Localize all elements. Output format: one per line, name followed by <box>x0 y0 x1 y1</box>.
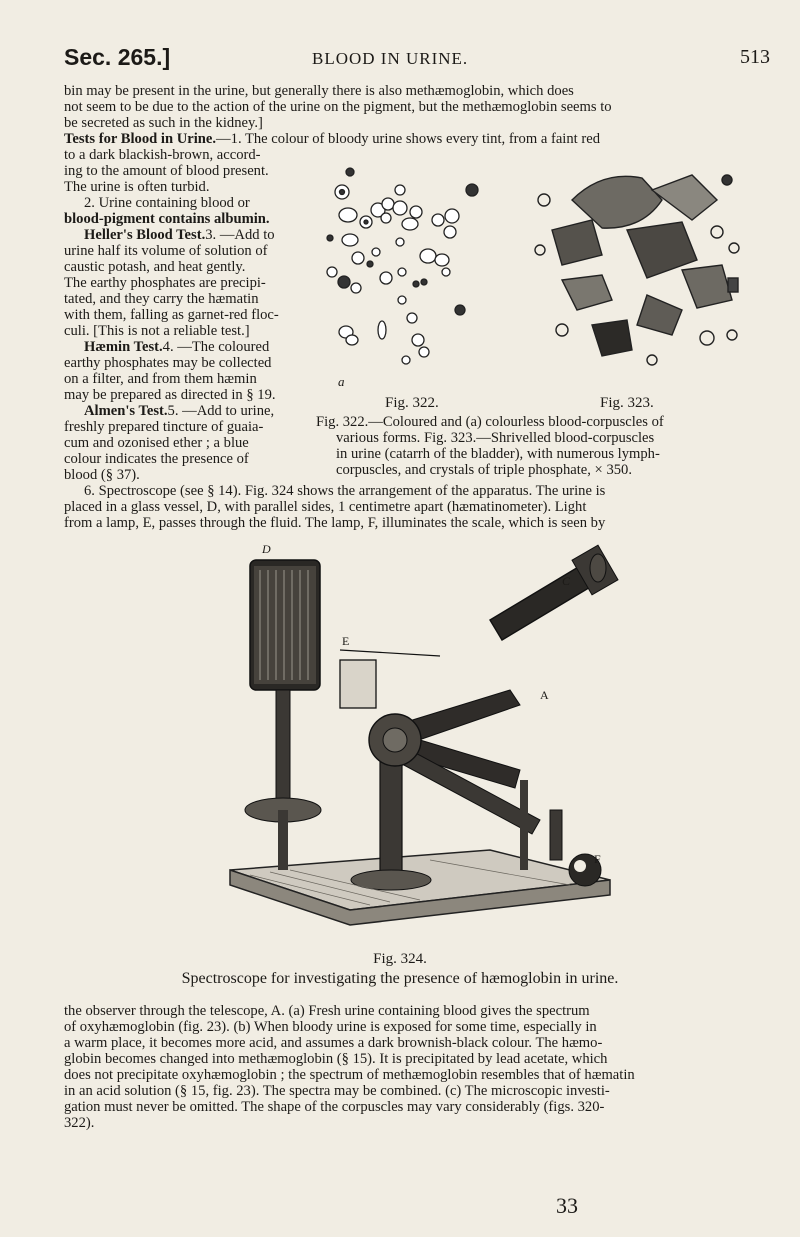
heller-heading: Heller's Blood Test. <box>84 227 206 243</box>
item4-line-3: on a filter, and from them hæmin <box>64 371 257 387</box>
item4-line-4: may be prepared as directed in § 19. <box>64 387 276 403</box>
item5-first-line <box>84 404 312 420</box>
spectroscope-line-3: from a lamp, E, passes through the fluid. The lamp, F, illuminates the scale, which is seen by <box>64 515 606 531</box>
spectroscope-line-1: 6. Spectroscope (see § 14). Fig. 324 shows the arrangement of the apparatus. The urine is <box>84 483 606 499</box>
page-signature: 33 <box>556 1193 578 1218</box>
item4-line-2: earthy phosphates may be collected <box>64 355 272 371</box>
intro-line-2: not seem to be due to the action of the urine on the pigment, but the methæmoglobin seems to <box>64 99 612 115</box>
closing-line-5: does not precipitate oxyhæmoglobin ; the spectrum of methæmoglobin resembles that of hæmatin <box>64 1067 635 1083</box>
item3-line-4: The earthy phosphates are precipi- <box>64 275 266 291</box>
item3-line-3: caustic potash, and heat gently. <box>64 259 246 275</box>
spectroscope-line-2: placed in a glass vessel, D, with parallel sides, 1 centimetre apart (hæmatinometer). Light <box>64 499 587 515</box>
item4-first-line <box>84 340 312 356</box>
item2-line-1: 2. Urine containing blood or <box>84 195 250 211</box>
figure-caption-line-2: various forms. Fig. 323.—Shrivelled blood-corpuscles <box>336 430 655 446</box>
label-E: E <box>342 634 350 648</box>
intro-line-3: be secreted as such in the kidney.] <box>64 115 263 131</box>
blood-corpuscles-drawing <box>320 160 510 390</box>
spectroscope-apparatus-drawing <box>190 540 630 940</box>
item5-line-2: freshly prepared tincture of guaia- <box>64 419 264 435</box>
item3-line-7: culi. [This is not a reliable test.] <box>64 323 250 339</box>
figure-caption-line-3: in urine (catarrh of the bladder), with numerous lymph- <box>336 446 660 462</box>
item3-line-6: with them, falling as garnet-red floc- <box>64 307 279 323</box>
figure-caption-line-1: Fig. 322.—Coloured and (a) colourless blood-corpuscles of <box>316 414 664 430</box>
tests-line-1: to a dark blackish-brown, accord- <box>64 147 261 163</box>
item5-line-3: cum and ozonised ether ; a blue <box>64 435 249 451</box>
tests-line-3: The urine is often turbid. <box>64 179 210 195</box>
figure-324-label: Fig. 324. <box>373 951 427 967</box>
figure-323-label: Fig. 323. <box>600 395 654 411</box>
figure-caption-line-4: corpuscles, and crystals of triple phosphate, × 350. <box>336 462 632 478</box>
item5-line-5: blood (§ 37). <box>64 467 140 483</box>
running-header <box>64 44 776 84</box>
figure-322-illustration <box>320 160 510 390</box>
label-F: F <box>594 852 601 866</box>
label-A: A <box>540 688 549 702</box>
closing-line-3: a warm place, it becomes more acid, and assumes a dark brownish-black colour. The hæmo- <box>64 1035 603 1051</box>
closing-line-7: gation must never be omitted. The shape of the corpuscles may vary considerably (figs. 320- <box>64 1099 605 1115</box>
section-number: Sec. 265.] <box>64 44 171 70</box>
figure-322-label-a: a <box>338 374 345 389</box>
figure-324-illustration <box>190 540 630 940</box>
item3-first-line <box>84 228 312 244</box>
tests-heading: Tests for Blood in Urine. <box>64 131 217 147</box>
intro-line-1: bin may be present in the urine, but generally there is also methæmoglobin, which does <box>64 83 574 99</box>
almen-heading: Almen's Test. <box>84 403 168 419</box>
item3-line-1: 3. —Add to <box>205 227 275 243</box>
shrivelled-corpuscles-drawing <box>532 160 752 380</box>
closing-line-6: in an acid solution (§ 15, fig. 23). The spectra may be combined. (c) The microscopic investi- <box>64 1083 610 1099</box>
label-D: D <box>262 542 271 556</box>
figure-324-caption: Spectroscope for investigating the presence of hæmoglobin in urine. <box>181 970 619 987</box>
closing-line-1: the observer through the telescope, A. (a) Fresh urine containing blood gives the spectrum <box>64 1003 590 1019</box>
tests-lead: —1. The colour of bloody urine shows every tint, from a faint red <box>216 131 600 147</box>
tests-line-2: ing to the amount of blood present. <box>64 163 269 179</box>
item3-line-2: urine half its volume of solution of <box>64 243 268 259</box>
page-number-top: 513 <box>740 46 770 68</box>
haemin-heading: Hæmin Test. <box>84 339 163 355</box>
item4-line-1: 4. —The coloured <box>162 339 270 355</box>
item5-line-1: 5. —Add to urine, <box>167 403 275 419</box>
label-C: C <box>562 574 571 588</box>
figure-323-illustration <box>532 160 752 380</box>
closing-line-2: of oxyhæmoglobin (fig. 23). (b) When bloody urine is exposed for some time, especially in <box>64 1019 597 1035</box>
item3-line-5: tated, and they carry the hæmatin <box>64 291 259 307</box>
item5-line-4: colour indicates the presence of <box>64 451 249 467</box>
closing-line-8: 322). <box>64 1115 95 1131</box>
figure-322-label: Fig. 322. <box>385 395 439 411</box>
tests-heading-line <box>64 132 776 148</box>
item2-line-2: blood-pigment contains albumin. <box>64 211 270 227</box>
closing-line-4: globin becomes changed into methæmoglobin (§ 15). It is precipitated by lead acetate, which <box>64 1051 608 1067</box>
running-title: BLOOD IN URINE. <box>312 49 469 68</box>
